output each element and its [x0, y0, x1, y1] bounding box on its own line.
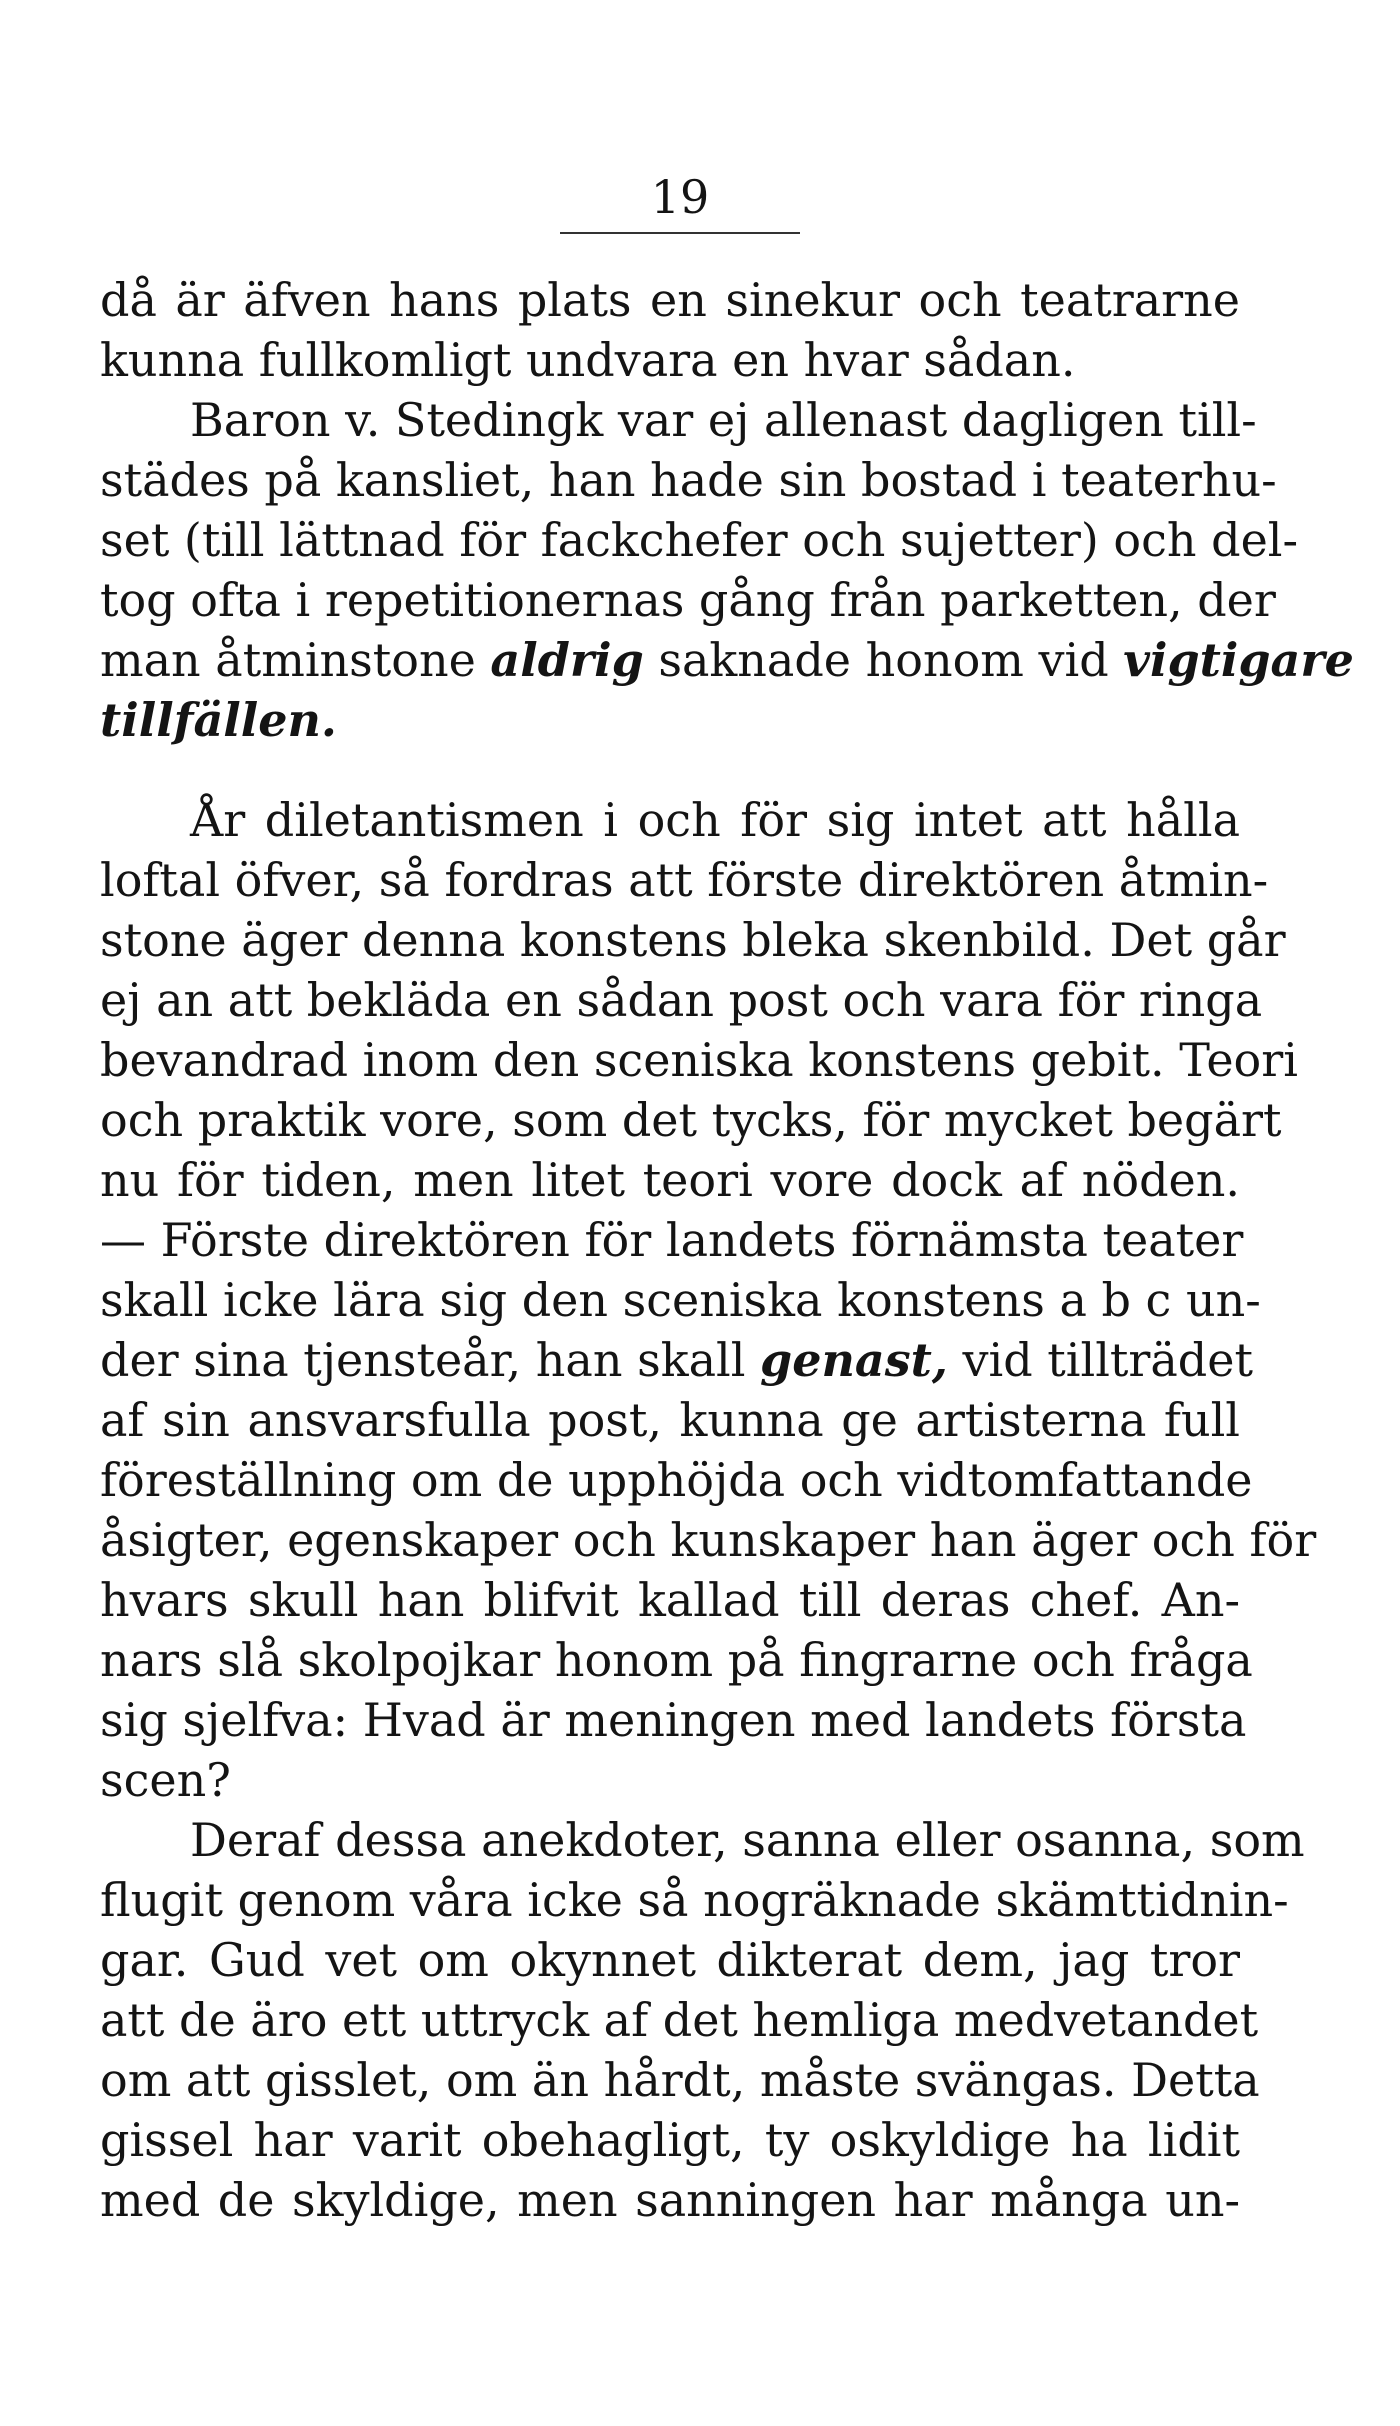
emphasis-line: tillfällen.: [100, 693, 337, 747]
text-line: scen?: [100, 1753, 231, 1807]
text-line: kunna fullkomligt undvara en hvar sådan.: [100, 333, 1076, 387]
emphasis-text: vigtigare: [1123, 633, 1354, 687]
text-line: År diletantismen i och för sig intet att hålla: [190, 793, 1240, 847]
text-line: nu för tiden, men litet teori vore dock af nöden.: [100, 1153, 1240, 1207]
text-line: med de skyldige, men sanningen har många un-: [100, 2173, 1240, 2227]
text-line: städes på kansliet, han hade sin bostad i teaterhu-: [100, 453, 1277, 507]
text-line: om att gisslet, om än hårdt, måste svängas. Detta: [100, 2053, 1260, 2107]
text-line: skall icke lära sig den sceniska konstens a b c un-: [100, 1273, 1261, 1327]
text-line: af sin ansvarsfulla post, kunna ge artisterna full: [100, 1393, 1240, 1447]
text-line: hvars skull han blifvit kallad till deras chef. An-: [100, 1573, 1240, 1627]
text-line: föreställning om de upphöjda och vidtomfattande: [100, 1453, 1253, 1507]
text-line: att de äro ett uttryck af det hemliga medvetandet: [100, 1993, 1259, 2047]
text-line: Baron v. Stedingk var ej allenast dagligen till-: [190, 393, 1257, 447]
text-run: der sina tjensteår, han skall: [100, 1333, 761, 1387]
text-line: nars slå skolpojkar honom på fingrarne och fråga: [100, 1633, 1253, 1687]
text-line: stone äger denna konstens bleka skenbild. Det går: [100, 913, 1286, 967]
text-line: och praktik vore, som det tycks, för mycket begärt: [100, 1093, 1282, 1147]
text-run: vid tillträdet: [947, 1333, 1253, 1387]
page-number: 19: [650, 170, 710, 224]
text-run: saknade honom vid: [643, 633, 1124, 687]
text-line: [100, 1330, 1253, 1390]
emphasis-text: genast,: [760, 1333, 948, 1387]
text-line: set (till lättnad för fackchefer och sujetter) och del-: [100, 513, 1299, 567]
text-run: man åtminstone: [100, 633, 491, 687]
text-line: tog ofta i repetitionernas gång från parketten, der: [100, 573, 1276, 627]
text-line: Deraf dessa anekdoter, sanna eller osanna, som: [190, 1813, 1305, 1867]
text-line: loftal öfver, så fordras att förste direktören åtmin-: [100, 853, 1269, 907]
text-line: gissel har varit obehagligt, ty oskyldige ha lidit: [100, 2113, 1240, 2167]
text-line: — Förste direktören för landets förnämsta teater: [100, 1213, 1244, 1267]
text-line: då är äfven hans plats en sinekur och teatrarne: [100, 273, 1240, 327]
emphasis-text: aldrig: [490, 633, 644, 687]
text-line: bevandrad inom den sceniska konstens gebit. Teori: [100, 1033, 1298, 1087]
header-rule: [560, 232, 800, 234]
text-line: flugit genom våra icke så nogräknade skämttidnin-: [100, 1873, 1289, 1927]
text-line: gar. Gud vet om okynnet dikterat dem, jag tror: [100, 1933, 1240, 1987]
text-line: sig sjelfva: Hvad är meningen med landets första: [100, 1693, 1247, 1747]
text-line: åsigter, egenskaper och kunskaper han äger och för: [100, 1513, 1317, 1567]
text-line: [100, 630, 1354, 690]
text-line: ej an att bekläda en sådan post och vara för ringa: [100, 973, 1263, 1027]
